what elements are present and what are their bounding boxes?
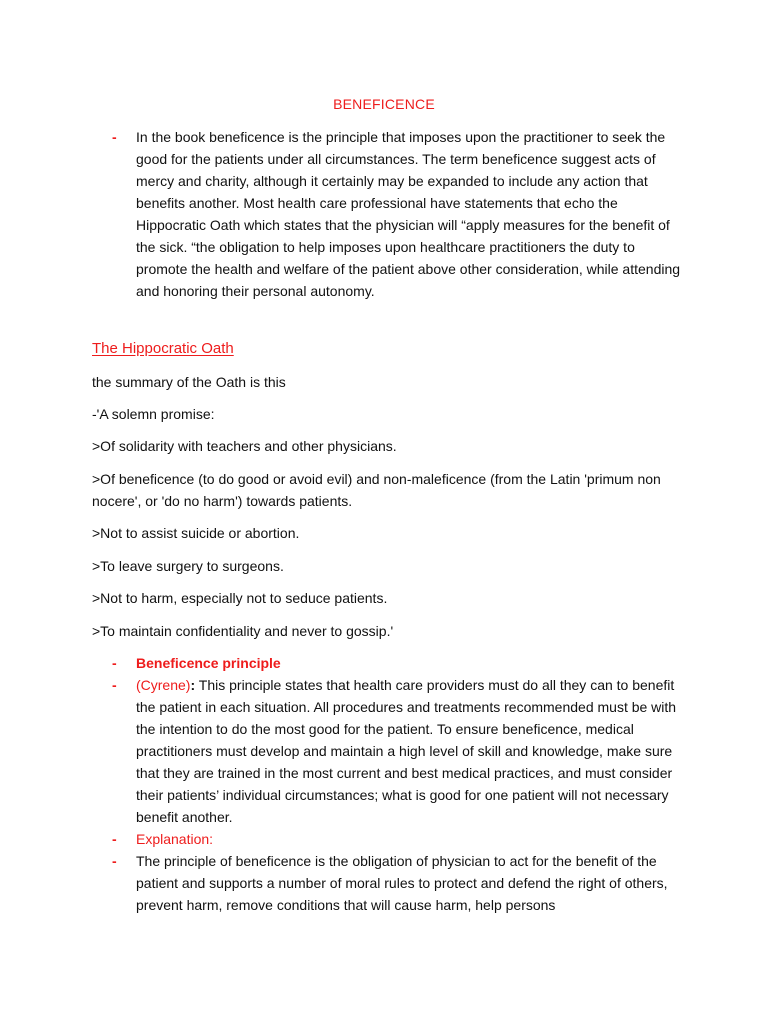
intro-bullet-row [112, 126, 682, 302]
principle-bullet-list [112, 652, 682, 916]
list-item [112, 674, 682, 828]
document-title: BENEFICENCE [333, 96, 435, 112]
cyrene-citation: (Cyrene) [136, 677, 191, 693]
beneficence-principle-heading: Beneficence principle [136, 655, 281, 671]
oath-item-beneficence: >Of beneficence (to do good or avoid evil) and non-maleficence (from the Latin 'primum non nocere', or 'do no harm') towards patients. [92, 471, 661, 509]
section-heading-hippocratic-oath: The Hippocratic Oath [92, 340, 234, 357]
cyrene-paragraph: This principle states that health care providers must do all they can to benefit the patient in each situation. All procedures and treatments recommended must be with the intention to do the most good for the patient. To ensure beneficence, medical practitioners must develop and maintain a high level of skill and knowledge, make sure that they are trained in the most current and best medical practices, and must consider their patients’ individual circumstances; what is good for one patient will not necessary benefit another. [136, 677, 677, 825]
oath-solemn-promise: -'A solemn promise: [92, 406, 215, 422]
list-item [112, 652, 682, 674]
bullet-dash: - [112, 677, 117, 693]
bullet-dash: - [112, 831, 117, 847]
oath-item-confidentiality: >To maintain confidentiality and never to gossip.' [92, 623, 394, 639]
intro-paragraph: In the book beneficence is the principle that imposes upon the practitioner to seek the good for the patients under all circumstances. The term beneficence suggest acts of mercy and charity, although it certainly may be expanded to include any action that benefits another. Most health care professional have statements that echo the Hippocratic Oath which states that the physician will “apply measures for the benefit of the sick. “the obligation to help imposes upon healthcare practitioners the duty to promote the health and welfare of the patient above other consideration, while attending and honoring their personal autonomy. [136, 129, 681, 299]
explanation-paragraph: The principle of beneficence is the obligation of physician to act for the benefit of the patient and supports a number of moral rules to protect and defend the right of others, prevent harm, remove conditions that will cause harm, help persons [136, 853, 668, 913]
explanation-heading: Explanation: [136, 831, 214, 847]
oath-item-solidarity: >Of solidarity with teachers and other physicians. [92, 438, 397, 454]
bullet-dash: - [112, 655, 117, 671]
oath-item-no-suicide: >Not to assist suicide or abortion. [92, 525, 300, 541]
intro-bullet [112, 126, 682, 302]
bullet-dash: - [112, 853, 117, 869]
list-item [112, 850, 682, 916]
oath-item-no-harm: >Not to harm, especially not to seduce patients. [92, 590, 388, 606]
oath-summary-intro: the summary of the Oath is this [92, 374, 286, 390]
list-item [112, 828, 682, 850]
oath-item-surgery: >To leave surgery to surgeons. [92, 558, 284, 574]
cyrene-colon: : [190, 677, 196, 693]
bullet-dash: - [112, 129, 117, 145]
